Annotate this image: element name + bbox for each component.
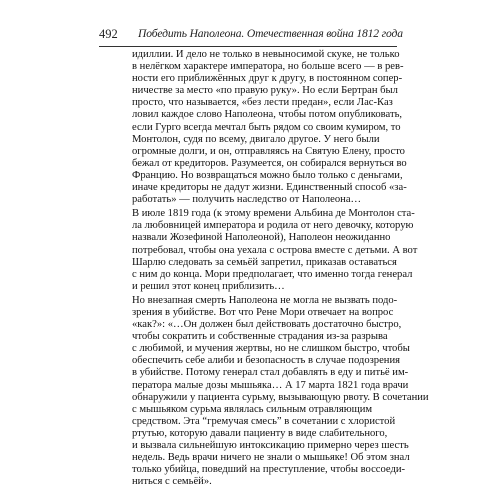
text-line: с любимой, и мучения жертвы, но не слишком быстро, чтобы — [132, 343, 410, 355]
text-line: если Гурго всегда мечтал быть рядом со своим кумиром, то — [132, 121, 401, 133]
text-line: зрения в убийстве. Вот что Рене Мори отвечает на вопрос — [132, 306, 394, 318]
text-line: средством. Эта “гремучая смесь” в сочетании с хлористой — [132, 415, 396, 427]
text-line: в убийстве. Потому генерал стал добавлять в еду и питьё им- — [132, 367, 409, 379]
text-line: только убийца, поведший на преступление, чтобы воссоеди- — [132, 464, 406, 476]
text-line: с мышьяком сурьма являлась сильным отравляющим — [132, 403, 373, 415]
text-line: идиллии. И дело не только в невыносимой скуке, не только — [132, 49, 400, 60]
text-line: назвали Жозефиной Наполеоной), Наполеон неожиданно — [132, 232, 391, 244]
text-line: работать» — получить наследство от Наполеона… — [132, 194, 362, 206]
text-line: иначе кредиторы не дадут жизни. Единственный способ «за- — [132, 182, 407, 194]
text-line: огромные долги, и он, отправляясь на Святую Елену, просто — [132, 145, 405, 157]
text-line: и вызвала сильнейшую интоксикацию примерно через шесть — [132, 440, 409, 451]
text-line: обеспечить себе алиби и безопасность в случае подозрения — [132, 355, 401, 367]
page-number: 492 — [99, 27, 118, 41]
text-line: Францию. Но возвращаться можно было только с деньгами, — [132, 169, 403, 181]
text-line: и решил этот конец приблизить… — [132, 280, 285, 292]
running-title: Победить Наполеона. Отечественная война 1812 года — [138, 27, 403, 40]
text-line: потребовал, чтобы она уехала с острова вместе с детьми. А вот — [132, 244, 418, 256]
text-line: Шарлю следовать за семьёй запретил, приказав оставаться — [132, 256, 397, 268]
body-text — [132, 49, 429, 488]
text-line: В июле 1819 года (к этому времени Альбина де Монтолон ста- — [132, 208, 415, 220]
text-line: просто, что называется, «без лести предан», если Лас-Каз — [132, 97, 393, 109]
page-header — [99, 27, 403, 45]
header-rule — [99, 46, 397, 47]
text-line: ности его приближённых друг к другу, в постоянном сопер- — [132, 73, 403, 85]
text-line: ловил каждое слово Наполеона, чтобы потом опубликовать, — [132, 109, 403, 121]
text-line: с ним до конца. Мори предполагает, что именно тогда генерал — [132, 268, 413, 280]
text-line: «как?»: «…Он должен был действовать достаточно быстро, — [132, 319, 402, 331]
text-line: бежал от кредиторов. Разумеется, он собирался вернуться во — [132, 157, 407, 169]
text-line: ниться с семьёй». — [132, 476, 212, 488]
text-line: ла любовницей императора и родила от него девочку, которую — [132, 220, 414, 232]
text-line: ничестве за место «по правую руку». Но если Бертран был — [132, 85, 398, 97]
text-line: ртутью, которую давали пациенту в виде слабительного, — [132, 427, 388, 439]
text-line: Монтолон, судя по всему, двигало другое. У него были — [132, 133, 380, 145]
text-line: Но внезапная смерть Наполеона не могла не вызвать подо- — [132, 294, 398, 306]
text-line: обнаружили у пациента сурьму, вызывающую рвоту. В сочетании — [132, 391, 429, 403]
text-line: недель. Ведь врачи ничего не знали о мышьяке! Об этом знал — [132, 452, 410, 464]
text-line: ператора малые дозы мышьяка… А 17 марта 1821 года врачи — [132, 379, 409, 391]
text-line: чтобы сократить и собственные страдания из-за разрыва — [132, 331, 388, 343]
text-line: в нелёгком характере императора, но больше всего — в рев- — [132, 61, 404, 73]
